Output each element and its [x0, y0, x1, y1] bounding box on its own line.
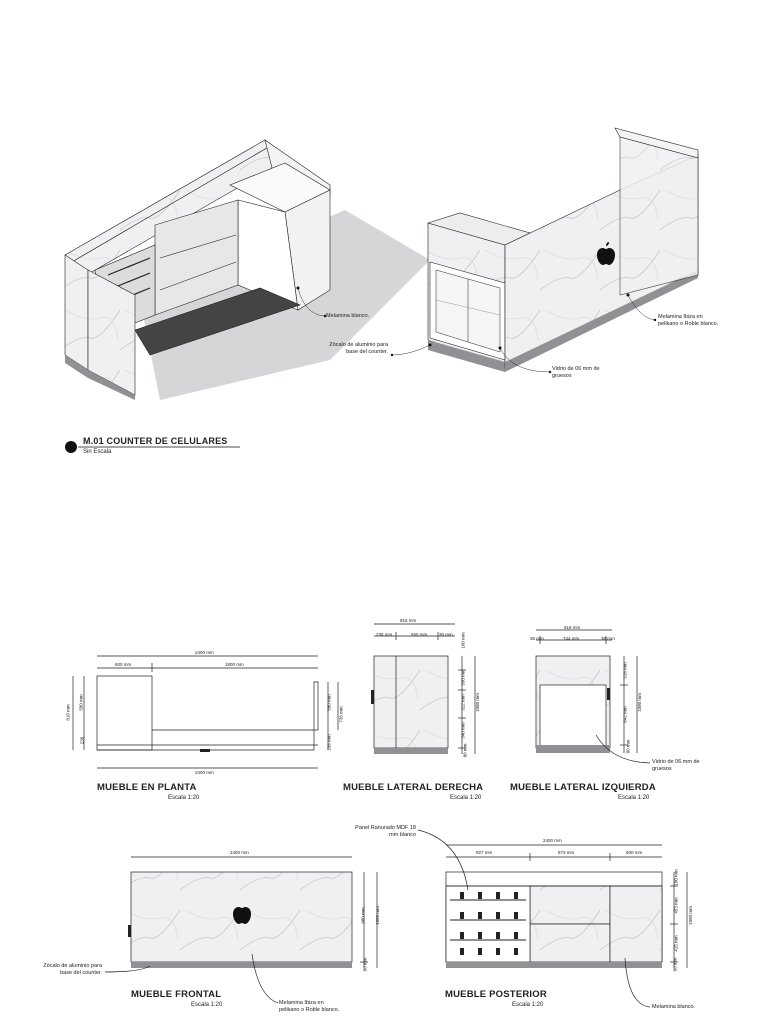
dim-front-r1: 980 mm	[360, 907, 366, 924]
apple-logo-frontal-icon	[233, 907, 251, 924]
view-izquierda	[536, 630, 650, 763]
title-derecha: MUEBLE LATERAL DERECHA	[343, 782, 484, 793]
dim-der-top-c: 30 mm	[439, 632, 453, 637]
iso-counter-right	[428, 128, 698, 372]
dim-post-r3: 415 mm	[673, 935, 679, 952]
scale-izquierda: Escala 1:20	[618, 795, 650, 801]
note-izq-vidrio: Vidrio de 06 mm de gruesos	[652, 759, 700, 772]
dim-der-top-b: 550 mm	[411, 632, 428, 637]
dim-planta-right-b: 236 mm	[326, 734, 332, 751]
dim-post-top-c: 600 mm	[626, 850, 643, 855]
dim-planta-left-total: 816 mm	[65, 704, 71, 721]
dim-izq-r2: 642 mm	[622, 706, 628, 723]
note-post-melamina: Melamina blanco.	[652, 1004, 696, 1010]
dim-post-r4: 80 mm	[672, 957, 678, 972]
dim-post-total: 1080 mm	[687, 906, 693, 925]
dim-der-r5: 80 mm	[462, 743, 468, 758]
dim-der-top-total: 816 mm	[400, 618, 417, 623]
title-planta: MUEBLE EN PLANTA	[97, 782, 197, 793]
dim-izq-top-b: 744 mm	[563, 636, 580, 641]
note-front-melamina: Melamina Ibiza en pelikano o Roble blanco.	[279, 1000, 340, 1013]
scale-frontal: Escala 1:20	[191, 1002, 223, 1008]
dim-planta-top-a: 600 mm	[115, 662, 132, 667]
dim-front-total: 1080 mm	[374, 906, 380, 925]
note-vidrio: Vidrio de 06 mm de gruesos	[552, 366, 600, 379]
title-izquierda: MUEBLE LATERAL IZQUIERDA	[510, 782, 656, 793]
title-bullet-icon	[65, 441, 77, 453]
dim-der-total: 1080 mm	[474, 693, 480, 712]
iso-counter-left	[65, 140, 430, 400]
dim-izq-top-c: 36 mm	[601, 636, 615, 641]
dim-planta-left-a: 580 mm	[78, 694, 84, 711]
dim-der-r3: 322 mm	[460, 694, 466, 711]
dim-der-r4: 340 mm	[460, 722, 466, 739]
note-melamina-blanco: Melamina blanco.	[326, 313, 370, 319]
dim-post-top-b: 873 mm	[558, 850, 575, 855]
dim-front-top-total: 2400 mm	[230, 850, 249, 855]
dim-post-top-a: 927 mm	[476, 850, 493, 855]
dim-der-top-a: 236 mm	[376, 632, 393, 637]
scale-posterior: Escala 1:20	[512, 1002, 544, 1008]
note-post-panel: Panel Ranurado MDF 18 mm blanco	[355, 825, 416, 838]
view-posterior	[418, 830, 687, 1007]
dim-izq-r3: 80 mm	[625, 739, 631, 754]
dim-planta-bottom-total: 2400 mm	[195, 770, 214, 775]
note-zocalo: Zócalo de aluminio para base del counter.	[329, 342, 388, 355]
view-frontal	[105, 857, 377, 1003]
dim-planta-left-b: 236	[79, 736, 85, 745]
note-melamina-ibiza: Melamina Ibiza en pelikano o Roble blanco.	[658, 314, 719, 327]
title-frontal: MUEBLE FRONTAL	[131, 989, 222, 1000]
view-derecha	[371, 624, 475, 754]
dim-izq-total: 1080 mm	[636, 693, 642, 712]
dim-planta-top-total: 2400 mm	[195, 650, 214, 655]
dim-planta-top-b: 1800 mm	[225, 662, 244, 667]
dim-front-r2: 80 mm	[362, 957, 368, 972]
dim-izq-top-total: 816 mm	[564, 625, 581, 630]
dim-der-r2: 330 mm	[460, 669, 466, 686]
title-posterior: MUEBLE POSTERIOR	[445, 989, 547, 1000]
dim-post-r2: 453 mm	[673, 897, 679, 914]
dim-post-top-total: 2400 mm	[543, 838, 562, 843]
dim-izq-r1: 318 mm	[622, 662, 628, 679]
scale-derecha: Escala 1:20	[450, 795, 482, 801]
note-front-zocalo: Zócalo de aluminio para base del counter.	[43, 963, 102, 976]
page-title: M.01 COUNTER DE CELULARES	[83, 436, 228, 446]
view-planta	[73, 656, 338, 768]
dim-izq-top-a: 36 mm	[530, 636, 544, 641]
dim-planta-right-total: 736 mm	[338, 706, 344, 723]
page-scale: Sin Escala	[83, 449, 112, 455]
dim-planta-right-a: 580 mm	[326, 694, 332, 711]
dim-der-r1: 100 mm	[460, 632, 466, 649]
scale-planta: Escala 1:20	[168, 795, 200, 801]
dim-post-r1: 100 mm	[673, 869, 679, 886]
